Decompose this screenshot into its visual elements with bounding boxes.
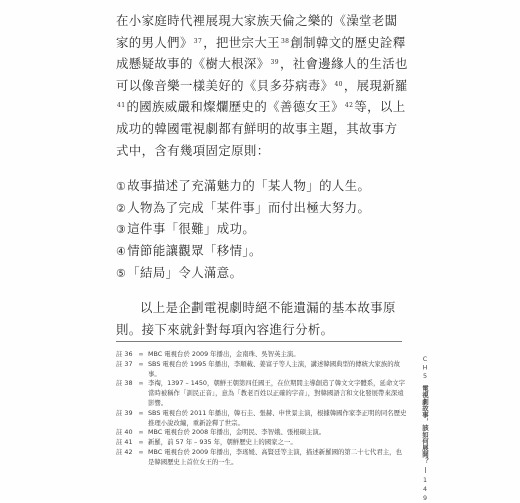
intro-text-1: 在小家庭時代裡展現大家族天倫之樂的《澡堂老闆家的男人們》 bbox=[116, 13, 398, 50]
footnote-ref-42: 42 bbox=[344, 102, 354, 110]
circled-number-1-icon: ① bbox=[116, 180, 127, 194]
footnote-ref-38: 38 bbox=[280, 37, 290, 45]
intro-paragraph bbox=[116, 10, 408, 161]
footnotes bbox=[116, 350, 408, 468]
infinity-separator-icon: ∞ bbox=[138, 447, 144, 456]
footnote-ref-40: 40 bbox=[334, 80, 343, 88]
footnote-item bbox=[116, 360, 408, 380]
principle-text: 人物為了完成「某件事」而付出極大努力。 bbox=[127, 199, 371, 215]
footnote-id: 註 36 bbox=[116, 350, 133, 358]
footnote-text: SBS 電視台於 2011 年播出，韓石圭、張赫、申世景主演，根據韓國作家李正明的同名歷史推理小說改編，重新詮釋了世宗。 bbox=[148, 408, 407, 427]
main-text-block bbox=[116, 10, 408, 340]
principle-text: 這件事「很難」成功。 bbox=[127, 221, 256, 237]
list-item bbox=[116, 197, 408, 219]
closing-paragraph: 以上是企劃電視劇時絕不能遺漏的基本故事原則。接下來就針對每項內容進行分析。 bbox=[116, 300, 396, 337]
chapter-label: CH5 bbox=[421, 355, 429, 381]
intro-text-7: 等，以上成功的韓國電視劇都有鮮明的故事主題，其故事方式中，含有幾項固定原則： bbox=[116, 99, 406, 158]
intro-text-2: ，把世宗大王 bbox=[203, 34, 280, 50]
footnote-text: 新羅，前 57 年 – 935 年，朝鮮歷史上的國家之一。 bbox=[148, 438, 297, 447]
list-item bbox=[116, 175, 408, 197]
principle-text: 情節能讓觀眾「移情」。 bbox=[127, 242, 262, 258]
list-item bbox=[116, 240, 408, 262]
infinity-separator-icon: ∞ bbox=[138, 428, 144, 437]
page-number: 149 bbox=[421, 476, 429, 503]
footnote-item bbox=[116, 409, 408, 429]
footnote-ref-37: 37 bbox=[193, 37, 203, 45]
infinity-separator-icon: ∞ bbox=[138, 379, 144, 388]
running-sidebar bbox=[418, 355, 432, 503]
infinity-separator-icon: ∞ bbox=[138, 438, 144, 447]
footnote-id: 註 40 bbox=[116, 428, 133, 437]
footnote-item bbox=[116, 438, 408, 448]
intro-text-3: 創制韓文的歷史詮釋成懸疑故事的《樹大根深》 bbox=[116, 34, 406, 72]
list-item bbox=[116, 218, 408, 240]
footnote-text: MBC 電視台於 2009 年播出，李瑤媛、高賢廷等主演，描述新羅國的第二十七代君主，也是韓國歷史上首位女王的一生。 bbox=[148, 447, 402, 466]
principle-text: 故事描述了充滿魅力的「某人物」的人生。 bbox=[127, 178, 371, 194]
principles-list bbox=[116, 175, 408, 283]
circled-number-2-icon: ② bbox=[116, 201, 127, 215]
footnote-id: 註 39 bbox=[116, 408, 133, 417]
intro-text-4: ，社會邊緣人的生活也可以像音樂一樣美好的《貝多芬病毒》 bbox=[116, 56, 408, 93]
footnote-id: 註 42 bbox=[116, 447, 133, 456]
footnote-text: SBS 電視台於 1995 年播出，李順載、姜富子等人主演，講述韓國典型的傳統大家族的故事。 bbox=[148, 359, 401, 378]
footnote-item bbox=[116, 350, 408, 360]
circled-number-5-icon: ⑤ bbox=[116, 266, 127, 280]
footnote-ref-39: 39 bbox=[270, 59, 279, 67]
footnote-text: 李祹，1397 – 1450，朝鮮王朝第四任國王，在位期間主導創造了韓文文字體系，延命文字當時被稱作「訓民正音」，意為「教老百姓以正確的字音」，對韓國語言和文化發展帶來深遠影響。 bbox=[148, 379, 406, 407]
intro-text-6: 的國族威嚴和燦爛歷史的《善德女王》 bbox=[126, 99, 344, 115]
footnote-id: 註 41 bbox=[116, 438, 133, 447]
footnote-id: 註 38 bbox=[116, 379, 133, 388]
footnote-item bbox=[116, 448, 408, 468]
footnote-item bbox=[116, 379, 408, 408]
infinity-separator-icon: ∞ bbox=[138, 359, 144, 368]
footnote-id: 註 37 bbox=[116, 359, 133, 368]
infinity-separator-icon: ∞ bbox=[138, 408, 144, 417]
sidebar-divider bbox=[425, 467, 426, 473]
principle-text: 「結局」令人滿意。 bbox=[127, 264, 243, 280]
circled-number-4-icon: ④ bbox=[116, 244, 127, 258]
circled-number-3-icon: ③ bbox=[116, 223, 127, 237]
footnote-item bbox=[116, 428, 408, 438]
chapter-title: 電視劇故事，該如何展開？ bbox=[421, 384, 429, 465]
infinity-separator-icon: ∞ bbox=[138, 350, 144, 358]
list-item bbox=[116, 262, 408, 284]
footnote-text: MBC 電視台於 2009 年播出，金南珠、吳智英主演。 bbox=[148, 350, 300, 358]
footnote-ref-41: 41 bbox=[117, 102, 126, 110]
footnote-divider bbox=[116, 341, 402, 342]
intro-text-5: ，展現新羅 bbox=[343, 77, 408, 93]
footnote-text: MBC 電視台於 2008 年播出，金明民、李智娥、張根碩主演。 bbox=[148, 428, 326, 437]
